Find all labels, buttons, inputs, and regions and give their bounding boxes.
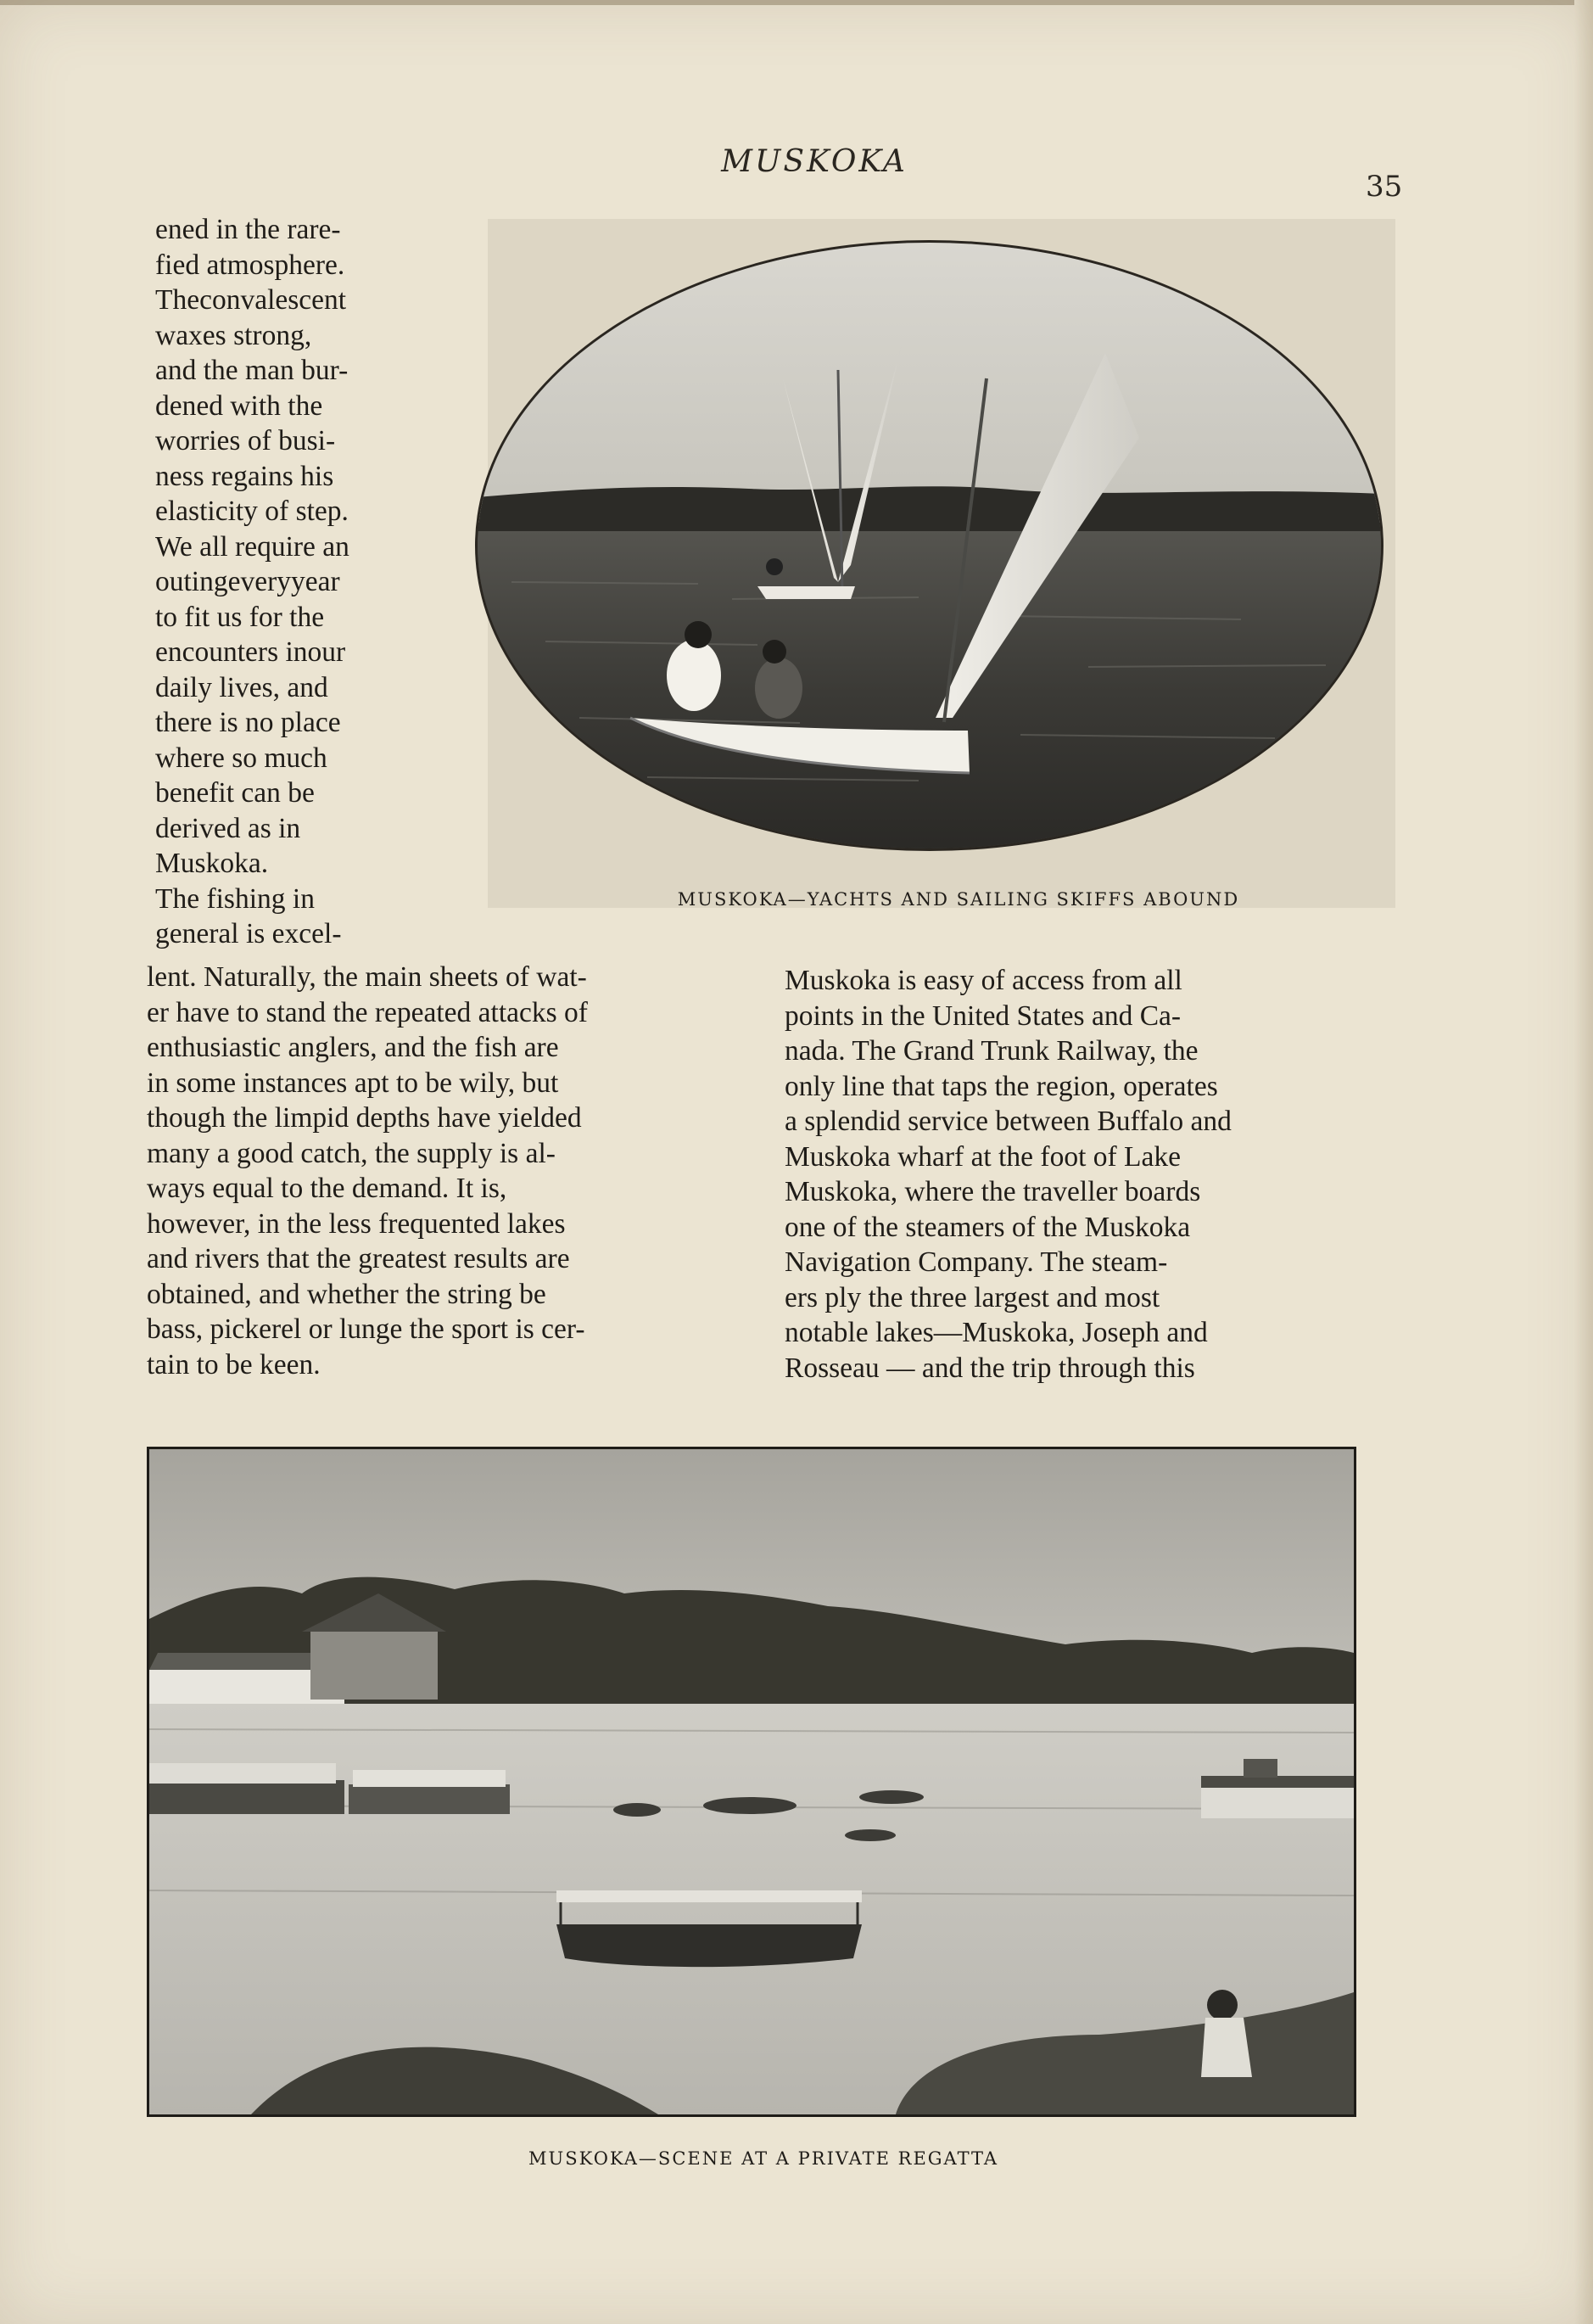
sailing-skiffs-illustration — [478, 243, 1381, 848]
sailing-skiffs-photo — [475, 240, 1383, 851]
page-top-border — [0, 0, 1593, 5]
bottom-photo-caption: MUSKOKA—SCENE AT A PRIVATE REGATTA — [528, 2148, 998, 2169]
top-photo-caption: MUSKOKA—YACHTS AND SAILING SKIFFS ABOUND — [677, 889, 1240, 910]
article-text-right-column: Muskoka is easy of access from all points in the United States and Ca- nada. The Grand Trunk Railway, the only line that taps the region, operates a splendid service between Buffalo and Muskoka wharf at the foot of Lake Muskoka, where the traveller boards one of the steamers of the Muskoka Navigation Company. The steam- ers ply the three largest and most notable lakes—Muskoka, Joseph and Rosseau — and the trip through this — [785, 965, 1232, 1384]
running-title: MUSKOKA — [721, 144, 908, 179]
regatta-photo — [147, 1447, 1356, 2117]
page-number: 35 — [1366, 170, 1403, 204]
page-right-edge — [1574, 0, 1593, 2324]
regatta-illustration — [149, 1449, 1354, 2114]
article-text-left-column: lent. Naturally, the main sheets of wat- er have to stand the repeated attacks of enthusiastic anglers, and the fish are in some instances apt to be wily, but though the limpid depths have yielded many a good catch, the supply is al- ways equal to the demand. It is, however, in the less frequented lakes and rivers that the greatest results are obtained, and whether the string be bass, pickerel or lunge the sport is cer- tain to be keen. — [147, 961, 588, 1380]
article-text-narrow-column: ened in the rare- fied atmosphere. Theconvalescent waxes strong, and the man bur- dened with the worries of busi- ness regains his elasticity of step. We all require an outingeveryyear to fit us for the encounters inour daily lives, and there is no place where so much benefit can be derived as in Muskoka. The fishing in general is excel- — [155, 214, 349, 949]
